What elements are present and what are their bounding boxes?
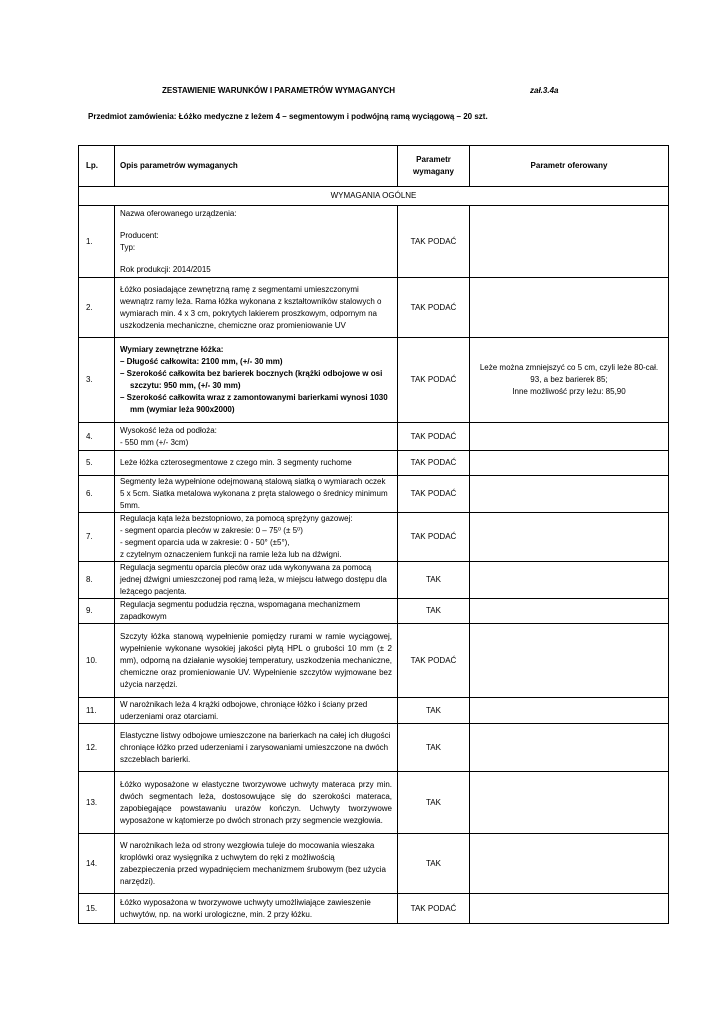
row-number: 15. — [79, 894, 115, 924]
row-number: 4. — [79, 423, 115, 451]
row-description: Regulacja segmentu podudzia ręczna, wspomagana mechanizmem zapadkowym — [115, 599, 398, 624]
row-number: 2. — [79, 278, 115, 338]
row-number: 12. — [79, 724, 115, 772]
row-offered — [470, 599, 669, 624]
description-line: Producent: — [120, 230, 159, 240]
col-header-offered: Parametr oferowany — [470, 146, 669, 187]
row-description: Szczyty łóżka stanową wypełnienie pomiędzy rurami w ramie wyciągowej, wypełnienie wykonane wysokiej jakości płytą HPL o grubości 10 mm (± 2 mm), odporną na działanie wysokiej temperatury, uszkodzenia mechaniczne, chemiczne oraz promieniowanie UV. Wypełnienie szczytów wyjmowane bez użycia narzędzi. — [115, 624, 398, 698]
description-line: Rok produkcji: 2014/2015 — [120, 264, 211, 274]
row-description: W narożnikach leża od strony wezgłowia tuleje do mocowania wieszaka kroplówki oraz wysięgnika z uchwytem do ręki z możliwością zabezpieczenia przed wypadnięciem mechanizmem śrubowym (bez użycia narzędzi). — [115, 834, 398, 894]
description-heading: Wymiary zewnętrzne łóżka: — [120, 345, 224, 354]
table-row — [79, 562, 669, 599]
row-offered — [470, 513, 669, 562]
offer-line: Leże można zmniejszyć co 5 cm, czyli leże 80-cał. 93, a bez barierek 85; — [479, 363, 659, 384]
row-offered — [470, 338, 669, 423]
dimension-item: – Szerokość całkowita wraz z zamontowanymi barierkami wynosi 1030 mm (wymiar leża 900x2000) — [120, 393, 388, 414]
row-number: 7. — [79, 513, 115, 562]
section-row — [79, 187, 669, 206]
description-line: Nazwa oferowanego urządzenia: — [120, 208, 237, 218]
section-title: WYMAGANIA OGÓLNE — [79, 187, 669, 206]
row-offered — [470, 772, 669, 834]
table-row — [79, 724, 669, 772]
description-line: Regulacja kąta leża bezstopniowo, za pomocą sprężyny gazowej: — [120, 514, 353, 523]
col-header-lp: Lp. — [79, 146, 115, 187]
row-description: Segmenty leża wypełnione odejmowaną stalową siatką o wymiarach oczek 5 x 5cm. Siatka metalowa wykonana z pręta stalowego o średnicy minimum 5mm. — [115, 476, 398, 513]
row-number: 11. — [79, 698, 115, 724]
row-offered — [470, 724, 669, 772]
table-row — [79, 698, 669, 724]
attachment-number: zał.3.4a — [530, 86, 559, 95]
row-description: Łóżko posiadające zewnętrzną ramę z segmentami umieszczonymi wewnątrz ramy leża. Rama łóżka wykonana z kształtowników stalowych o wymiarach min. 4 x 3 cm, pokrytych lakierem proszkowym, odpornym na uszkodzenia mechaniczne, chemiczne oraz promieniowanie UV — [115, 278, 398, 338]
offer-line: Inne możliwość przy leżu: 85,90 — [512, 387, 626, 396]
description-line: - segment oparcia pleców w zakresie: 0 – 75⁰ (± 5⁰) — [120, 526, 303, 535]
requirements-table — [78, 145, 669, 924]
row-description — [115, 423, 398, 451]
row-description: Leże łóżka czterosegmentowe z czego min. 3 segmenty ruchome — [115, 451, 398, 476]
description-line: z czytelnym oznaczeniem funkcji na ramie leża lub na dźwigni. — [120, 550, 342, 559]
table-row — [79, 834, 669, 894]
row-required: TAK — [398, 724, 470, 772]
description-line: Typ: — [120, 242, 136, 252]
row-offered — [470, 278, 669, 338]
row-description: Łóżko wyposażona w tworzywowe uchwyty umożliwiające zawieszenie uchwytów, np. na worki urologiczne, min. 2 przy łóżku. — [115, 894, 398, 924]
order-subject: Przedmiot zamówienia: Łóżko medyczne z leżem 4 – segmentowym i podwójną ramą wyciągową – 20 szt. — [88, 112, 488, 121]
row-required: TAK — [398, 599, 470, 624]
dimension-item: – Szerokość całkowita bez barierek bocznych (krążki odbojowe w osi szczytu: 950 mm, (+/- 30 mm) — [120, 369, 383, 390]
row-description: Regulacja segmentu oparcia pleców oraz uda wykonywana za pomocą jednej dźwigni umieszczonej pod ramą leża, w miejscu łatwego dostępu dla leżącego pacjenta. — [115, 562, 398, 599]
row-description: W narożnikach leża 4 krążki odbojowe, chroniące łóżko i ściany przed uderzeniami oraz otarciami. — [115, 698, 398, 724]
table-row — [79, 772, 669, 834]
row-required: TAK PODAĆ — [398, 476, 470, 513]
dimension-item: – Długość całkowita: 2100 mm, (+/- 30 mm) — [120, 357, 283, 366]
document-title: ZESTAWIENIE WARUNKÓW I PARAMETRÓW WYMAGANYCH — [162, 86, 396, 95]
row-offered — [470, 624, 669, 698]
table-header-row — [79, 146, 669, 187]
table-row — [79, 423, 669, 451]
row-required: TAK PODAĆ — [398, 451, 470, 476]
table-row — [79, 624, 669, 698]
row-description: Elastyczne listwy odbojowe umieszczone na barierkach na całej ich długości chroniące łóżko przed uderzeniami i zarysowaniami umieszczone na dwóch szczeblach barierki. — [115, 724, 398, 772]
row-description — [115, 513, 398, 562]
row-offered — [470, 562, 669, 599]
description-line: Wysokość leża od podłoża: — [120, 425, 217, 435]
row-number: 5. — [79, 451, 115, 476]
col-header-description: Opis parametrów wymaganych — [115, 146, 398, 187]
row-number: 6. — [79, 476, 115, 513]
row-required: TAK PODAĆ — [398, 513, 470, 562]
row-required: TAK — [398, 562, 470, 599]
row-number: 13. — [79, 772, 115, 834]
row-description: Łóżko wyposażone w elastyczne tworzywowe uchwyty materaca przy min. dwóch segmentach leża, dostosowujące się do szerokości materaca, zapobiegające powstawaniu urazów kończyn. Uchwyty tworzywowe wyposażone w kątomierze po dwóch stronach przy segmencie wezgłowia. — [115, 772, 398, 834]
row-number: 8. — [79, 562, 115, 599]
table-row — [79, 278, 669, 338]
row-required: TAK PODAĆ — [398, 624, 470, 698]
row-required: TAK PODAĆ — [398, 278, 470, 338]
row-offered — [470, 834, 669, 894]
row-required: TAK PODAĆ — [398, 206, 470, 278]
row-offered — [470, 206, 669, 278]
description-line: - segment oparcia uda w zakresie: 0 - 50° (±5°), — [120, 538, 290, 547]
table-row — [79, 338, 669, 423]
table-row — [79, 513, 669, 562]
table-row — [79, 476, 669, 513]
row-offered — [470, 423, 669, 451]
row-required: TAK PODAĆ — [398, 423, 470, 451]
row-description — [115, 338, 398, 423]
table-row — [79, 451, 669, 476]
row-description — [115, 206, 398, 278]
row-required: TAK — [398, 772, 470, 834]
row-required: TAK — [398, 834, 470, 894]
description-line: - 550 mm (+/- 3cm) — [120, 437, 189, 447]
col-header-required: Parametr wymagany — [398, 146, 470, 187]
row-number: 1. — [79, 206, 115, 278]
row-offered — [470, 476, 669, 513]
row-number: 9. — [79, 599, 115, 624]
row-number: 10. — [79, 624, 115, 698]
row-required: TAK PODAĆ — [398, 338, 470, 423]
table-row — [79, 599, 669, 624]
row-number: 3. — [79, 338, 115, 423]
table-row — [79, 206, 669, 278]
table-row — [79, 894, 669, 924]
row-offered — [470, 894, 669, 924]
row-offered — [470, 698, 669, 724]
row-required: TAK — [398, 698, 470, 724]
row-offered — [470, 451, 669, 476]
row-number: 14. — [79, 834, 115, 894]
row-required: TAK PODAĆ — [398, 894, 470, 924]
